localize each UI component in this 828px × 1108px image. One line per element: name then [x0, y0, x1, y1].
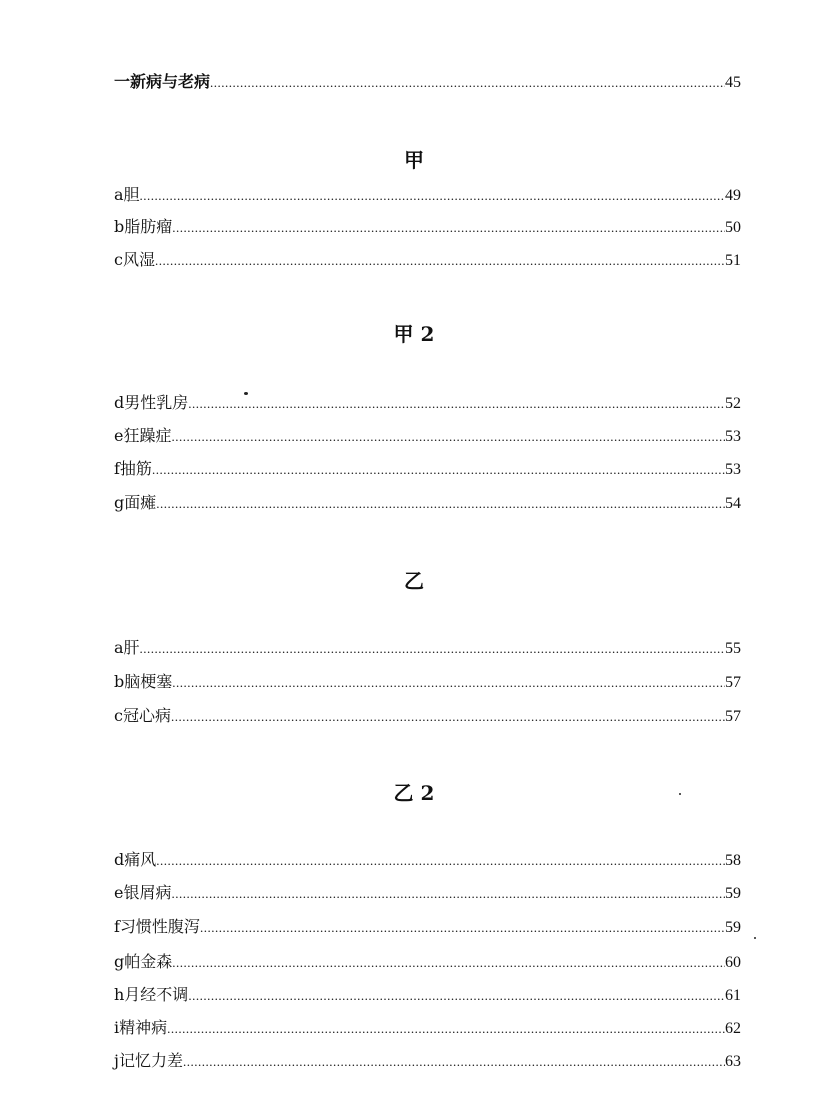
- toc-entry-page: 59: [725, 919, 741, 936]
- toc-entry: [114, 250, 741, 271]
- toc-entry: [114, 850, 741, 871]
- dot-leader: [171, 427, 725, 447]
- toc-entry-page: 61: [725, 987, 741, 1004]
- toc-entry-title: a肝: [114, 638, 140, 657]
- dot-leader: [140, 186, 725, 206]
- toc-entry-title: c风湿: [114, 250, 155, 269]
- toc-entry: [114, 185, 741, 206]
- toc-entry-title: d男性乳房: [114, 393, 189, 412]
- toc-entry-page: 63: [725, 1053, 741, 1070]
- toc-entry-title: b脂肪瘤: [114, 217, 173, 236]
- toc-entry-page: 45: [725, 74, 741, 91]
- toc-entry-title: g面瘫: [114, 493, 157, 512]
- scan-speck: [754, 937, 756, 939]
- toc-entry-page: 62: [725, 1020, 741, 1037]
- toc-entry-page: 54: [725, 495, 741, 512]
- toc-entry-title: c冠心病: [114, 706, 171, 725]
- dot-leader: [188, 394, 725, 414]
- toc-entry: [114, 393, 741, 414]
- toc-entry-page: 53: [725, 461, 741, 478]
- toc-entry-title: 一新病与老病: [114, 72, 211, 91]
- toc-entry-title: h月经不调: [114, 985, 189, 1004]
- dot-leader: [156, 494, 725, 514]
- toc-entry-page: 51: [725, 252, 741, 269]
- dot-leader: [167, 1019, 725, 1039]
- toc-entry-title: e银屑病: [114, 883, 172, 902]
- toc-entry-page: 59: [725, 885, 741, 902]
- toc-entry-page: 55: [725, 640, 741, 657]
- dot-leader: [210, 73, 725, 93]
- toc-entry: [114, 493, 741, 514]
- toc-entry: [114, 638, 741, 659]
- section-heading: 甲 2: [393, 322, 435, 346]
- toc-entry: [114, 217, 741, 238]
- toc-entry-title: e狂躁症: [114, 426, 172, 445]
- dot-leader: [156, 851, 725, 871]
- toc-entry-page: 49: [725, 187, 741, 204]
- toc-entry: [114, 1018, 741, 1039]
- toc-entry-page: 60: [725, 954, 741, 971]
- dot-leader: [172, 953, 725, 973]
- dot-leader: [171, 707, 725, 727]
- toc-entry-page: 53: [725, 428, 741, 445]
- dot-leader: [188, 986, 725, 1006]
- toc-entry-title: g帕金森: [114, 952, 173, 971]
- section-heading: 乙: [404, 569, 424, 593]
- dot-leader: [171, 884, 725, 904]
- toc-entry: [114, 917, 741, 938]
- toc-entry-title: f习惯性腹泻: [114, 917, 200, 936]
- dot-leader: [183, 1052, 725, 1072]
- toc-entry: [114, 426, 741, 447]
- dot-leader: [172, 218, 725, 238]
- dot-leader: [172, 673, 725, 693]
- toc-entry-page: 57: [725, 708, 741, 725]
- toc-entry: [114, 1051, 741, 1072]
- toc-entry-title: b脑梗塞: [114, 672, 173, 691]
- toc-entry: [114, 883, 741, 904]
- scan-speck: [679, 793, 681, 795]
- toc-entry: [114, 672, 741, 693]
- toc-entry-title: j记忆力差: [114, 1051, 183, 1070]
- toc-entry: [114, 459, 741, 480]
- dot-leader: [200, 918, 725, 938]
- scan-speck: [244, 392, 248, 395]
- dot-leader: [140, 639, 725, 659]
- section-heading: 甲: [404, 148, 424, 172]
- toc-entry-page: 58: [725, 852, 741, 869]
- section-heading: 乙 2: [393, 781, 435, 805]
- dot-leader: [152, 460, 725, 480]
- toc-entry-page: 50: [725, 219, 741, 236]
- dot-leader: [155, 251, 725, 271]
- toc-entry: [114, 706, 741, 727]
- toc-entry-title: f抽筋: [114, 459, 152, 478]
- toc-entry-title: a胆: [114, 185, 140, 204]
- toc-entry-page: 52: [725, 395, 741, 412]
- toc-entry-intro: [114, 72, 741, 93]
- toc-entry-page: 57: [725, 674, 741, 691]
- toc-entry: [114, 985, 741, 1006]
- toc-entry-title: d痛风: [114, 850, 157, 869]
- toc-entry: [114, 952, 741, 973]
- toc-entry-title: i精神病: [114, 1018, 168, 1037]
